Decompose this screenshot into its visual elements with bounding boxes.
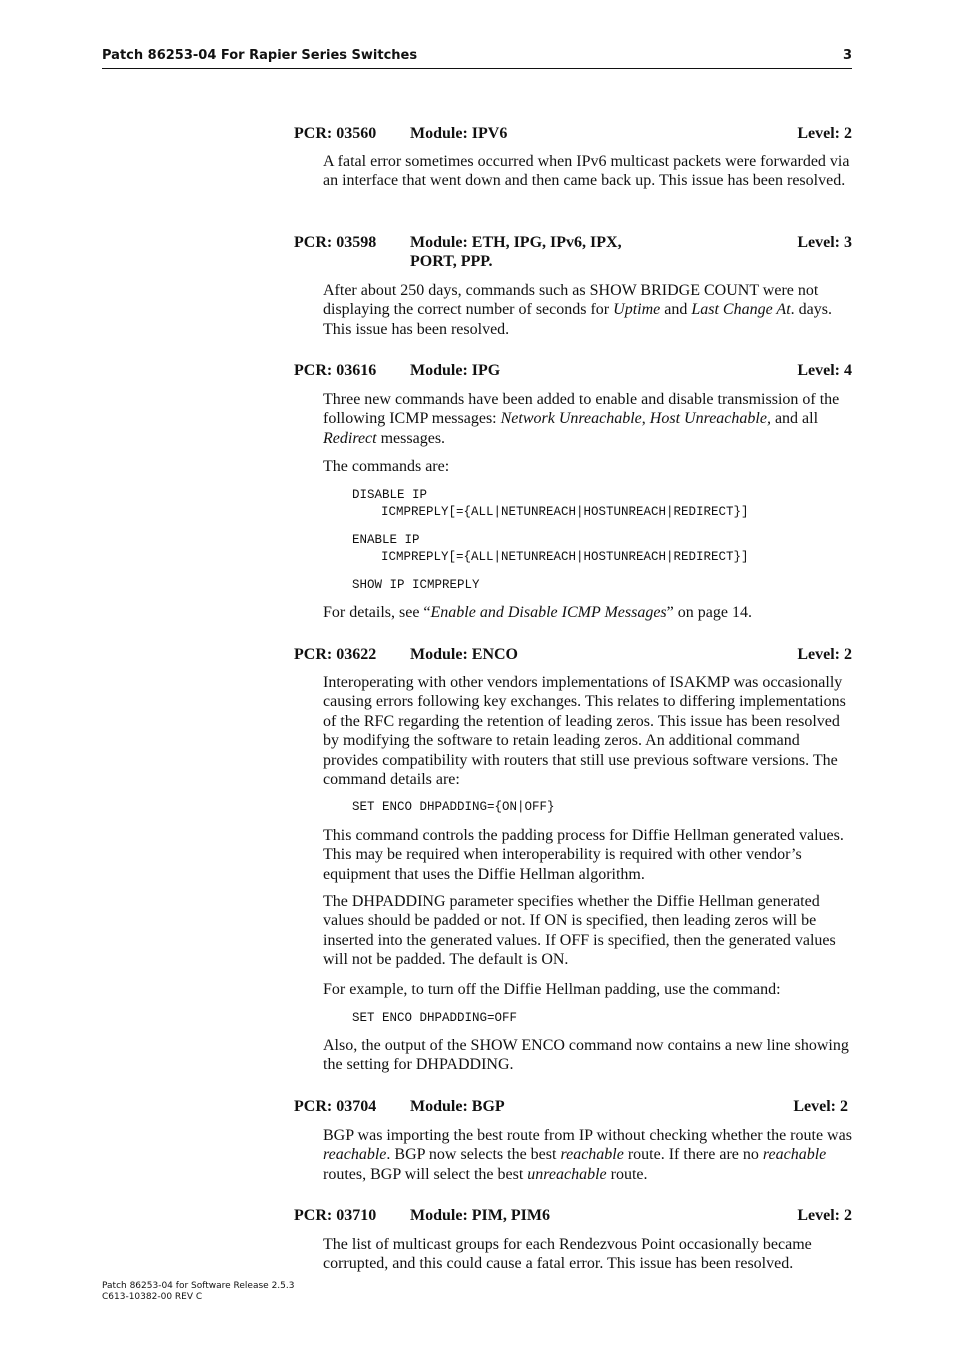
pcr-paragraph: Also, the output of the SHOW ENCO command now contains a new line showing the setting for DHPADDING. bbox=[323, 1037, 849, 1074]
reference-link[interactable]: Enable and Disable ICMP Messages bbox=[430, 604, 667, 621]
italic-term: Host Unreachable, bbox=[649, 410, 771, 428]
pcr-paragraph: The commands are: bbox=[323, 458, 450, 475]
module-line: PORT, PPP. bbox=[410, 253, 493, 270]
code-block: ENABLE IP ICMPREPLY[={ALL|NETUNREACH|HOSTUNREACH|REDIRECT}] bbox=[352, 533, 749, 564]
pcr-level: Level: 2 bbox=[797, 646, 852, 663]
cross-reference: For details, see “Enable and Disable ICMP Messages” on page 14. bbox=[323, 604, 752, 621]
pcr-module: Module: IPV6 bbox=[410, 125, 508, 142]
page-number: 3 bbox=[842, 48, 852, 63]
pcr-description: A fatal error sometimes occurred when IPv6 multicast packets were forwarded via an interface that went down and then came back up. This issue has been resolved. bbox=[323, 153, 850, 190]
code-block: SET ENCO DHPADDING={ON|OFF} bbox=[352, 800, 555, 814]
pcr-level: Level: 4 bbox=[797, 362, 852, 379]
pcr-heading bbox=[294, 233, 852, 271]
footer-line: C613-10382-00 REV C bbox=[102, 1292, 203, 1302]
pcr-level: Level: 2 bbox=[797, 125, 852, 142]
pcr-paragraph: The DHPADDING parameter specifies whether the Diffie Hellman generated values should be padded or not. If ON is specified, then leading zeros will be inserted into the generated values. If OFF is specified, then the generated values will not be padded. The default is ON. bbox=[323, 893, 836, 969]
pcr-module: Module: ENCO bbox=[410, 646, 518, 663]
code-block: SET ENCO DHPADDING=OFF bbox=[352, 1011, 518, 1025]
page-footer bbox=[102, 1281, 294, 1303]
italic-term: Uptime bbox=[613, 301, 661, 319]
italic-term: Last Change At bbox=[691, 301, 791, 319]
pcr-description: Interoperating with other vendors implementations of ISAKMP was occasionally causing errors following key exchanges. This relates to differing implementations of the RFC regarding the retention of leading zeros. This issue has been resolved by modifying the software to retain leading zeros. An additional command provides compatibility with routers that still use previous software versions. The command details are: bbox=[323, 674, 846, 789]
pcr-paragraph: For example, to turn off the Diffie Hellman padding, use the command: bbox=[323, 981, 781, 998]
italic-term: reachable bbox=[560, 1146, 624, 1164]
italic-term: reachable bbox=[762, 1146, 827, 1164]
pcr-module: Module: BGP bbox=[410, 1098, 505, 1115]
pcr-module bbox=[410, 233, 670, 271]
italic-term: Network Unreachable bbox=[500, 410, 642, 428]
italic-term: Redirect bbox=[323, 429, 377, 447]
pcr-level: Level: 3 bbox=[797, 234, 852, 251]
code-block: DISABLE IP ICMPREPLY[={ALL|NETUNREACH|HOSTUNREACH|REDIRECT}] bbox=[352, 488, 749, 519]
pcr-id: PCR: 03560 bbox=[294, 125, 377, 142]
module-line: Module: ETH, IPG, IPv6, IPX, bbox=[410, 234, 622, 251]
pcr-id: PCR: 03622 bbox=[294, 646, 377, 663]
pcr-description: Three new commands have been added to enable and disable transmission of the following ICMP messages: Network Unreachable, Host Unreachable, and all Redirect messages. bbox=[323, 391, 840, 447]
code-block: SHOW IP ICMPREPLY bbox=[352, 578, 480, 592]
pcr-id: PCR: 03704 bbox=[294, 1098, 377, 1115]
pcr-level: Level: 2 bbox=[793, 1098, 848, 1115]
pcr-description: The list of multicast groups for each Rendezvous Point occasionally became corrupted, and this could cause a fatal error. This issue has been resolved. bbox=[323, 1236, 812, 1273]
header-title: Patch 86253-04 For Rapier Series Switches bbox=[102, 48, 418, 63]
pcr-description: After about 250 days, commands such as SHOW BRIDGE COUNT were not displaying the correct number of seconds for Uptime and Last Change At. days. This issue has been resolved. bbox=[323, 282, 832, 338]
italic-term: unreachable bbox=[527, 1165, 607, 1183]
pcr-level: Level: 2 bbox=[797, 1207, 852, 1224]
pcr-description: BGP was importing the best route from IP without checking whether the route was reachable. BGP now selects the best reachable route. If there are no reachable routes, BGP will select the best unreachable route. bbox=[323, 1127, 852, 1183]
pcr-id: PCR: 03710 bbox=[294, 1207, 377, 1224]
pcr-paragraph: This command controls the padding process for Diffie Hellman generated values. This may be required when interoperability is required with other vendor’s equipment that uses the Diffie Hellman algorithm. bbox=[323, 827, 844, 883]
pcr-id: PCR: 03616 bbox=[294, 362, 377, 379]
pcr-module: Module: IPG bbox=[410, 362, 501, 379]
pcr-module: Module: PIM, PIM6 bbox=[410, 1207, 550, 1224]
running-header bbox=[102, 48, 852, 69]
footer-line: Patch 86253-04 for Software Release 2.5.3 bbox=[102, 1281, 295, 1291]
pcr-id: PCR: 03598 bbox=[294, 234, 377, 251]
italic-term: reachable bbox=[323, 1146, 387, 1164]
